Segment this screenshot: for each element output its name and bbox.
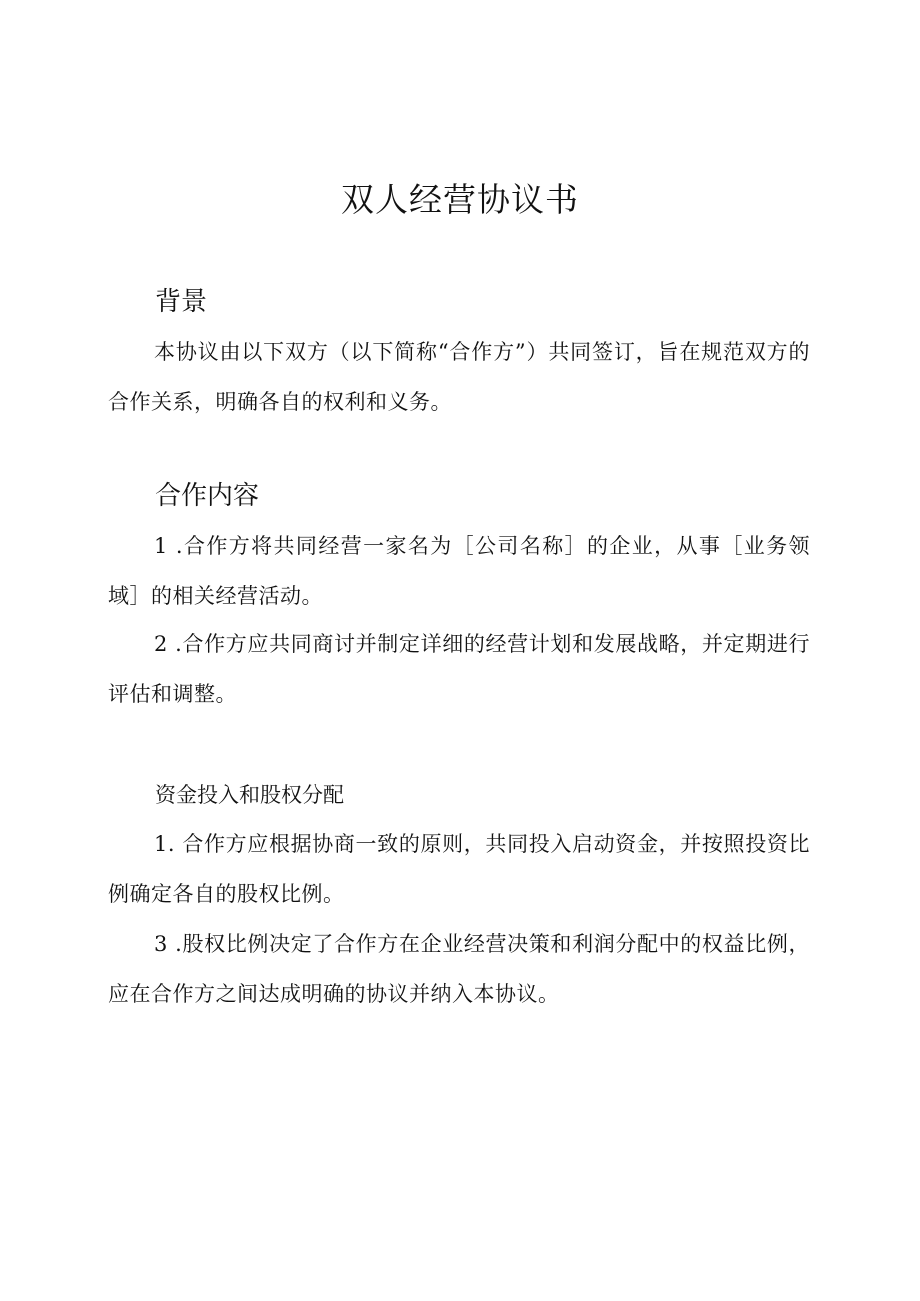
- capital-clause-3: 3 .股权比例决定了合作方在企业经营决策和利润分配中的权益比例，应在合作方之间达成明确的协议并纳入本协议。: [108, 932, 810, 1006]
- cooperation-clause-1: 1 .合作方将共同经营一家名为［公司名称］的企业，从事［业务领域］的相关经营活动。: [108, 534, 810, 608]
- background-paragraph: 本协议由以下双方（以下简称“合作方”）共同签订，旨在规范双方的合作关系，明确各自的权利和义务。: [108, 340, 810, 414]
- section-heading-background: 背景: [155, 287, 208, 317]
- cooperation-clause-2: 2 .合作方应共同商讨并制定详细的经营计划和发展战略，并定期进行评估和调整。: [108, 632, 810, 706]
- section-heading-capital: 资金投入和股权分配: [155, 783, 344, 807]
- document-title: 双人经营协议书: [341, 180, 579, 219]
- capital-clause-1: 1. 合作方应根据协商一致的原则，共同投入启动资金，并按照投资比例确定各自的股权比例。: [108, 832, 810, 906]
- section-heading-cooperation: 合作内容: [155, 481, 260, 511]
